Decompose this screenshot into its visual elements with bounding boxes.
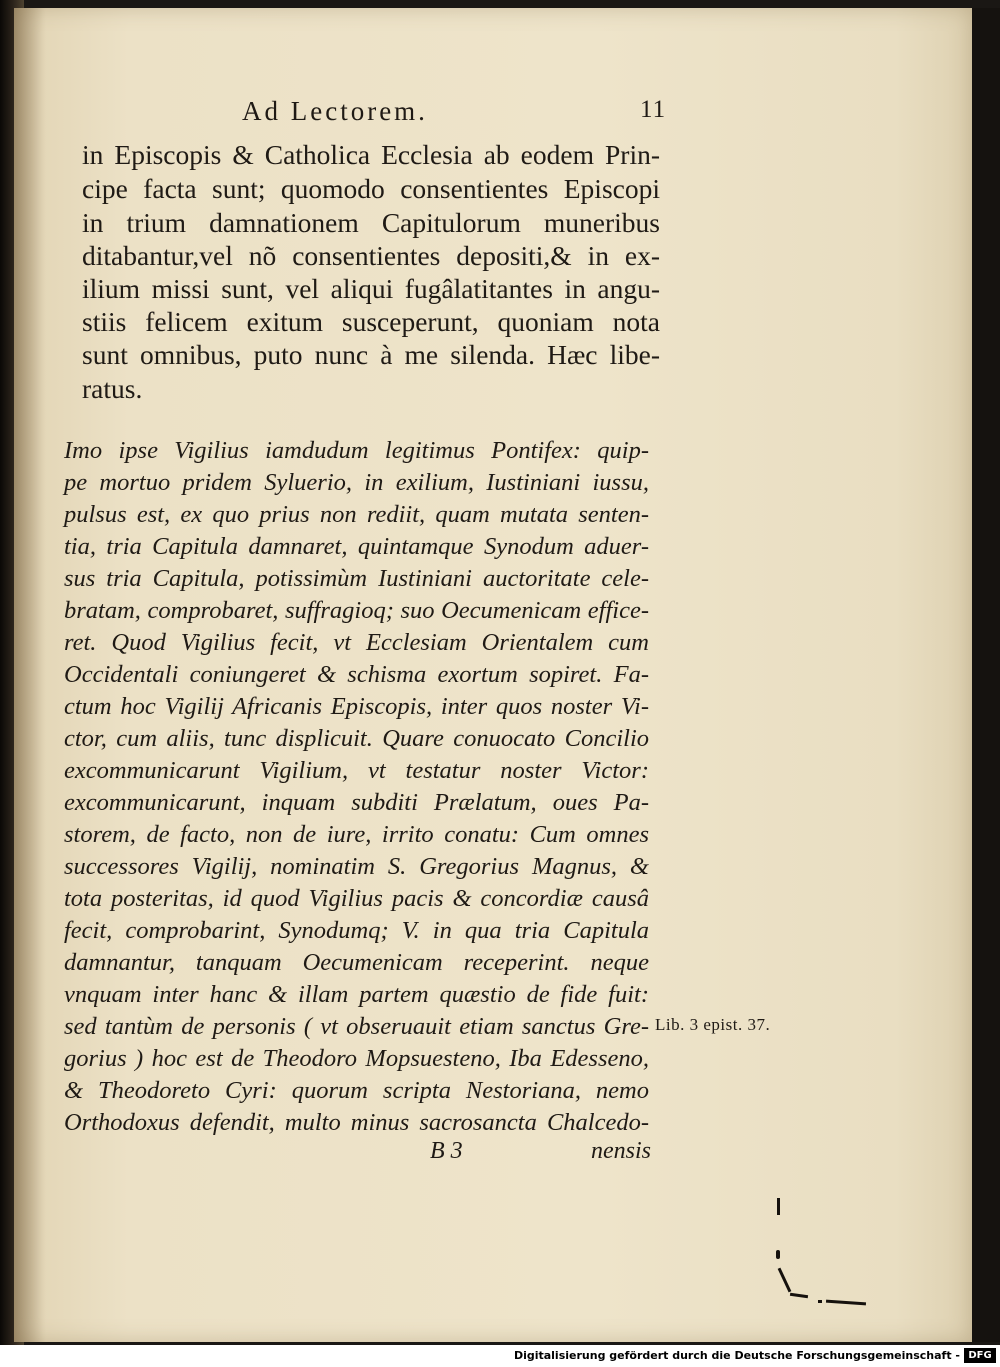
page-number: 11 <box>640 96 667 123</box>
margin-note: Lib. 3 epist. 37. <box>655 1015 771 1034</box>
text-line: stiis felicem exitum susceperunt, quoniam nota <box>82 306 660 337</box>
funding-credit: Digitalisierung gefördert durch die Deutsche Forschungsgemeinschaft - <box>513 1349 960 1362</box>
italic-line: ctor, cum aliis, tunc displicuit. Quare conuocato Concilio <box>64 725 649 752</box>
text-line: sunt omnibus, puto nunc à me silenda. Hæc libe- <box>82 339 660 370</box>
italic-line: tota posteritas, id quod Vigilius pacis & concordiæ causâ <box>64 885 649 912</box>
right-dark-edge <box>972 8 1000 1342</box>
italic-line: pulsus est, ex quo prius non rediit, quam mutata senten- <box>64 501 649 528</box>
text-line: in trium damnationem Capitulorum muneribus <box>82 207 660 238</box>
italic-line: ret. Quod Vigilius fecit, vt Ecclesiam Orientalem cum <box>64 629 649 656</box>
ink-mark <box>776 1250 780 1259</box>
signature-mark: B 3 <box>430 1138 463 1164</box>
italic-line: gorius ) hoc est de Theodoro Mopsuesteno, Iba Edesseno, <box>64 1045 649 1072</box>
italic-line: bratam, comprobaret, suffragioq; suo Oecumenicam effice- <box>64 597 649 624</box>
italic-line: & Theodoreto Cyri: quorum scripta Nestoriana, nemo <box>64 1077 649 1104</box>
italic-line: sus tria Capitula, potissimùm Iustiniani auctoritate cele- <box>64 565 649 592</box>
italic-line: sed tantùm de personis ( vt obseruauit etiam sanctus Gre- <box>64 1013 649 1040</box>
text-line: in Episcopis & Catholica Ecclesia ab eodem Prin- <box>82 139 660 170</box>
italic-line: pe mortuo pridem Syluerio, in exilium, Iustiniani iussu, <box>64 469 649 496</box>
text-line: ratus. <box>82 373 143 404</box>
italic-line: damnantur, tanquam Oecumenicam receperint. neque <box>64 949 649 976</box>
italic-line: excommunicarunt, inquam subditi Prælatum, oues Pa- <box>64 789 649 816</box>
italic-line: Orthodoxus defendit, multo minus sacrosancta Chalcedo- <box>64 1109 649 1136</box>
italic-line: vnquam inter hanc & illam partem quæstio de fide fuit: <box>64 981 649 1008</box>
footer-bar <box>0 1345 1000 1367</box>
italic-line: storem, de facto, non de iure, irrito conatu: Cum omnes <box>64 821 649 848</box>
ink-mark <box>777 1198 780 1215</box>
catchword: nensis <box>591 1138 651 1164</box>
text-line: cipe facta sunt; quomodo consentientes Episcopi <box>82 173 660 204</box>
italic-line: Imo ipse Vigilius iamdudum legitimus Pontifex: quip- <box>64 437 649 464</box>
ink-mark <box>818 1300 822 1303</box>
italic-line: excommunicarunt Vigilium, vt testatur noster Victor: <box>64 757 649 784</box>
running-head-title: Ad Lectorem. <box>242 96 428 126</box>
italic-line: tia, tria Capitula damnaret, quintamque Synodum aduer- <box>64 533 649 560</box>
italic-line: successores Vigilij, nominatim S. Gregorius Magnus, & <box>64 853 649 880</box>
italic-line: ctum hoc Vigilij Africanis Episcopis, inter quos noster Vi- <box>64 693 649 720</box>
italic-line: fecit, comprobarint, Synodumq; V. in qua tria Capitula <box>64 917 649 944</box>
text-line: ditabantur,vel nõ consentientes depositi,& in ex- <box>82 240 660 271</box>
page-gutter-shadow <box>14 8 46 1342</box>
text-line: ilium missi sunt, vel aliqui fugâlatitantes in angu- <box>82 273 660 304</box>
italic-line: Occidentali coniungeret & schisma exortum sopiret. Fa- <box>64 661 649 688</box>
dfg-logo: DFG <box>964 1348 996 1363</box>
